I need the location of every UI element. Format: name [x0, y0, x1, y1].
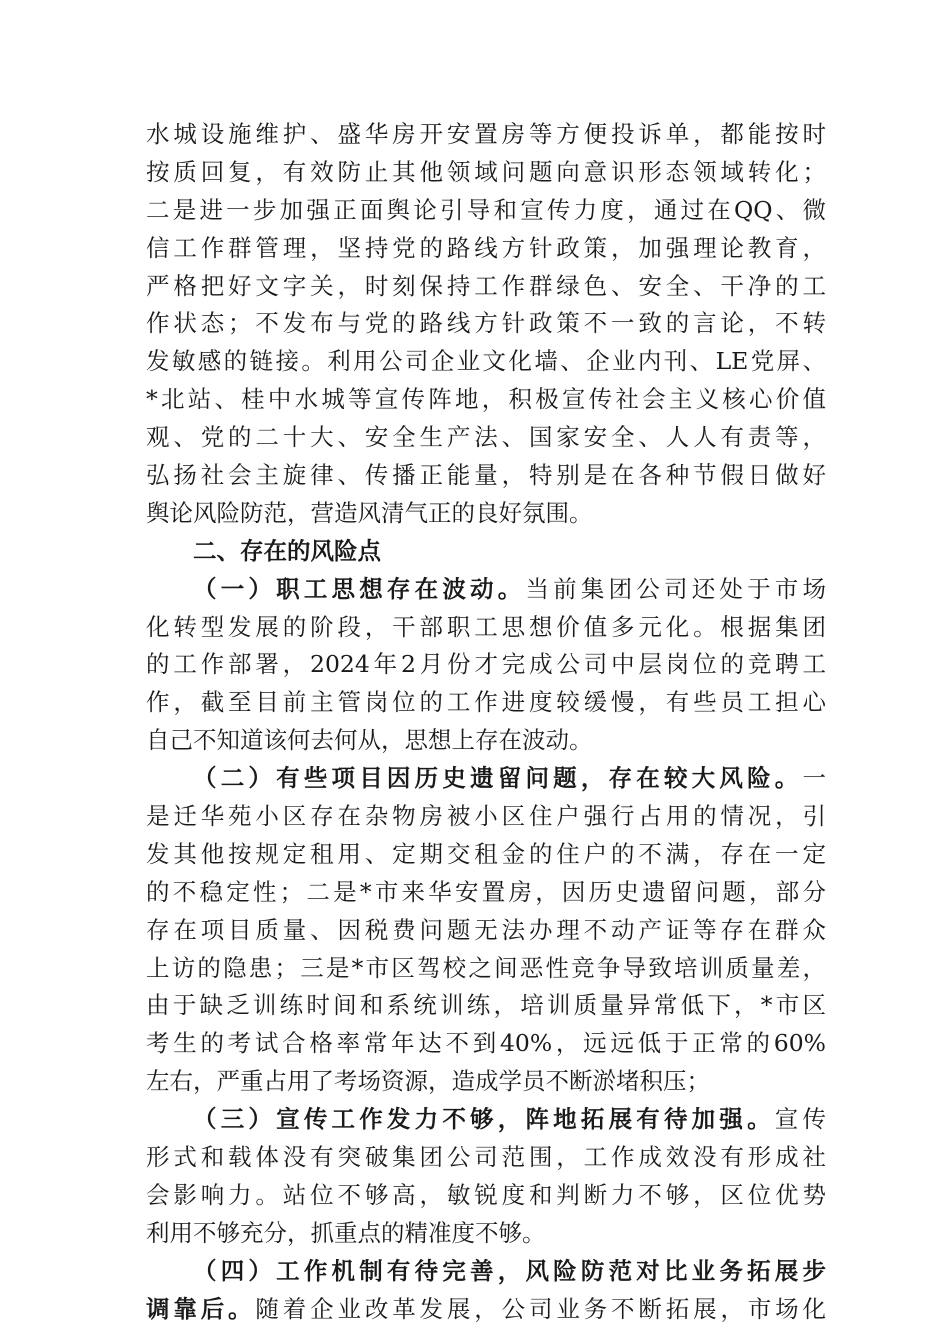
section-heading: 二、存在的风险点: [193, 536, 381, 565]
text-line: 作，截至目前主管岗位的工作进度较缓慢，有些员工担心: [146, 688, 826, 717]
text-line: （四）工作机制有待完善，风险防范对比业务拓展步: [193, 1256, 826, 1285]
text-line: *北站、桂中水城等宣传阵地，积极宣传社会主义核心价值: [146, 385, 826, 414]
intro-paragraph: [146, 116, 826, 533]
text-line: 水城设施维护、盛华房开安置房等方便投诉单，都能按时: [146, 120, 826, 148]
text-line: 的工作部署，2024年2月份才完成公司中层岗位的竞聘工: [146, 650, 826, 679]
text-line: 按质回复，有效防止其他领域问题向意识形态领域转化；: [146, 157, 826, 186]
text-line: 会影响力。站位不够高，敏锐度和判断力不够，区位优势: [146, 1180, 826, 1209]
text-line: 的不稳定性；二是*市来华安置房，因历史遗留问题，部分: [146, 877, 826, 906]
paragraph-text: 一: [802, 764, 826, 793]
text-line: [146, 1101, 826, 1139]
risk-paragraph-4: [146, 1253, 826, 1329]
text-line: [146, 760, 826, 798]
text-line: 作状态；不发布与党的路线方针政策不一致的言论，不转: [146, 309, 826, 338]
paragraph-lead: （一）职工思想存在波动。: [193, 574, 526, 603]
text-line: 形式和载体没有突破集团公司范围，工作成效没有形成社: [146, 1143, 826, 1172]
text-line: 严格把好文字关，时刻保持工作群绿色、安全、干净的工: [146, 271, 826, 300]
text-line: 发其他按规定租用、定期交租金的住户的不满，存在一定: [146, 839, 826, 868]
text-line: 是迁华苑小区存在杂物房被小区住户强行占用的情况，引: [146, 802, 826, 831]
paragraph-lead: （三）宣传工作发力不够，阵地拓展有待加强。: [193, 1105, 775, 1134]
text-line: [146, 571, 826, 609]
text-line: 舆论风险防范，营造风清气正的良好氛围。: [146, 498, 593, 527]
text-line: 弘扬社会主旋律、传播正能量，特别是在各种节假日做好: [146, 461, 826, 490]
text-line: 二是进一步加强正面舆论引导和宣传力度，通过在QQ、微: [146, 195, 826, 224]
risk-paragraph-2: [146, 760, 826, 1101]
text-line: 上访的隐患；三是*市区驾校之间恶性竞争导致培训质量差，: [146, 953, 826, 982]
text-line: [146, 1291, 826, 1329]
text-line: 考生的考试合格率常年达不到40%，远远低于正常的60%: [146, 1029, 826, 1058]
text-line: 利用不够充分，抓重点的精准度不够。: [146, 1218, 546, 1247]
paragraph-text: 宣传: [774, 1105, 827, 1134]
text-line: 左右，严重占用了考场资源，造成学员不断淤堵积压；: [146, 1067, 710, 1096]
text-line: 由于缺乏训练时间和系统训练，培训质量异常低下，*市区: [146, 991, 826, 1020]
text-line: 信工作群管理，坚持党的路线方针政策，加强理论教育，: [146, 233, 826, 262]
paragraph-text: 随着企业改革发展，公司业务不断拓展，市场化: [255, 1294, 827, 1323]
text-line: 发敏感的链接。利用公司企业文化墙、企业内刊、LE党屏、: [146, 347, 826, 376]
text-line: 自己不知道该何去何从，思想上存在波动。: [146, 726, 593, 755]
paragraph-text: 当前集团公司还处于市场: [525, 574, 827, 603]
text-line: 化转型发展的阶段，干部职工思想价值多元化。根据集团: [146, 612, 826, 641]
paragraph-lead: （二）有些项目因历史遗留问题，存在较大风险。: [193, 764, 803, 793]
document-page: [146, 116, 826, 1329]
risk-paragraph-3: [146, 1101, 826, 1253]
text-line: 观、党的二十大、安全生产法、国家安全、人人有责等，: [146, 423, 826, 452]
text-line: 存在项目质量、因税费问题无法办理不动产证等存在群众: [146, 915, 826, 944]
paragraph-lead: 调靠后。: [146, 1294, 256, 1323]
risk-paragraph-1: [146, 571, 826, 760]
